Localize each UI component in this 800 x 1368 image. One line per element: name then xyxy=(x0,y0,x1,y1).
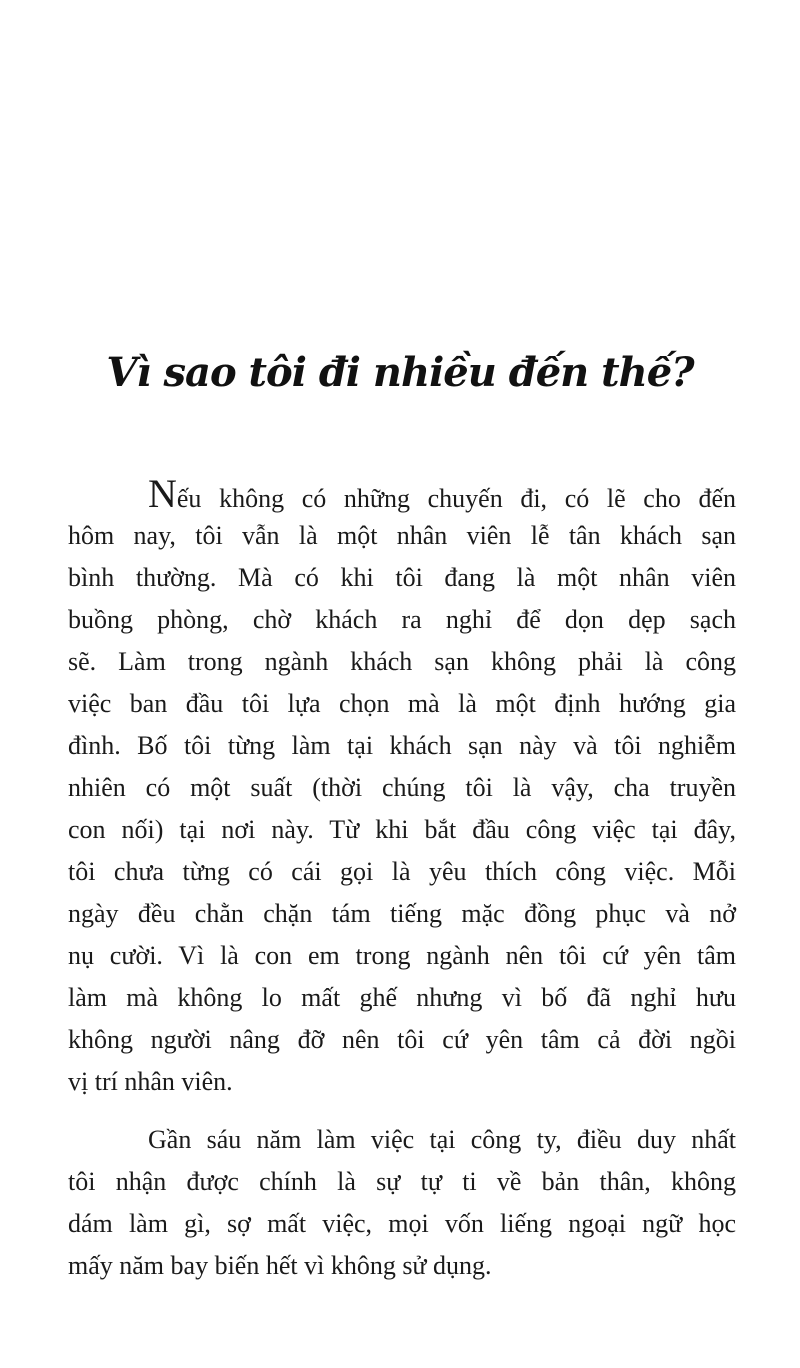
line-text: không người nâng đỡ nên tôi cứ yên tâm cả đời ngồi xyxy=(68,1025,736,1054)
text-line xyxy=(68,1119,736,1161)
text-line xyxy=(68,977,736,1019)
line-text: bình thường. Mà có khi tôi đang là một nhân viên xyxy=(68,563,736,592)
line-text: tôi nhận được chính là sự tự ti về bản thân, không xyxy=(68,1167,736,1196)
line-text: đình. Bố tôi từng làm tại khách sạn này và tôi nghiễm xyxy=(68,731,736,760)
text-line xyxy=(68,683,736,725)
line-text: tôi chưa từng có cái gọi là yêu thích công việc. Mỗi xyxy=(68,857,736,886)
text-line xyxy=(68,809,736,851)
line-text: Gần sáu năm làm việc tại công ty, điều duy nhất xyxy=(148,1125,736,1154)
text-line xyxy=(68,851,736,893)
text-line xyxy=(68,515,736,557)
text-line xyxy=(68,641,736,683)
line-text: nụ cười. Vì là con em trong ngành nên tôi cứ yên tâm xyxy=(68,941,736,970)
text-line xyxy=(68,599,736,641)
text-line xyxy=(68,935,736,977)
text-line xyxy=(68,1061,736,1103)
chapter-title: Vì sao tôi đi nhiều đến thế? xyxy=(106,348,694,396)
text-line xyxy=(68,473,736,515)
line-text: hôm nay, tôi vẫn là một nhân viên lễ tân khách sạn xyxy=(68,521,736,550)
text-line xyxy=(68,557,736,599)
paragraph-1 xyxy=(68,473,736,1103)
text-line xyxy=(68,725,736,767)
text-line xyxy=(68,1019,736,1061)
line-text: ếu không có những chuyến đi, có lẽ cho đến xyxy=(176,484,736,513)
drop-cap: N xyxy=(148,471,177,516)
line-text: vị trí nhân viên. xyxy=(68,1067,233,1096)
line-text: nhiên có một suất (thời chúng tôi là vậy, cha truyền xyxy=(68,773,736,802)
line-text: dám làm gì, sợ mất việc, mọi vốn liếng ngoại ngữ học xyxy=(68,1209,736,1238)
paragraph-2 xyxy=(68,1119,736,1287)
line-text: làm mà không lo mất ghế nhưng vì bố đã nghỉ hưu xyxy=(68,983,736,1012)
text-line xyxy=(68,1245,736,1287)
line-text: ngày đều chằn chặn tám tiếng mặc đồng phục và nở xyxy=(68,899,736,928)
text-line xyxy=(68,1161,736,1203)
line-text: sẽ. Làm trong ngành khách sạn không phải là công xyxy=(68,647,736,676)
line-text: buồng phòng, chờ khách ra nghỉ để dọn dẹp sạch xyxy=(68,605,736,634)
text-line xyxy=(68,893,736,935)
text-line xyxy=(68,767,736,809)
line-text: việc ban đầu tôi lựa chọn mà là một định hướng gia xyxy=(68,689,736,718)
line-text: mấy năm bay biến hết vì không sử dụng. xyxy=(68,1251,492,1280)
line-text: con nối) tại nơi này. Từ khi bắt đầu công việc tại đây, xyxy=(68,815,736,844)
text-line xyxy=(68,1203,736,1245)
